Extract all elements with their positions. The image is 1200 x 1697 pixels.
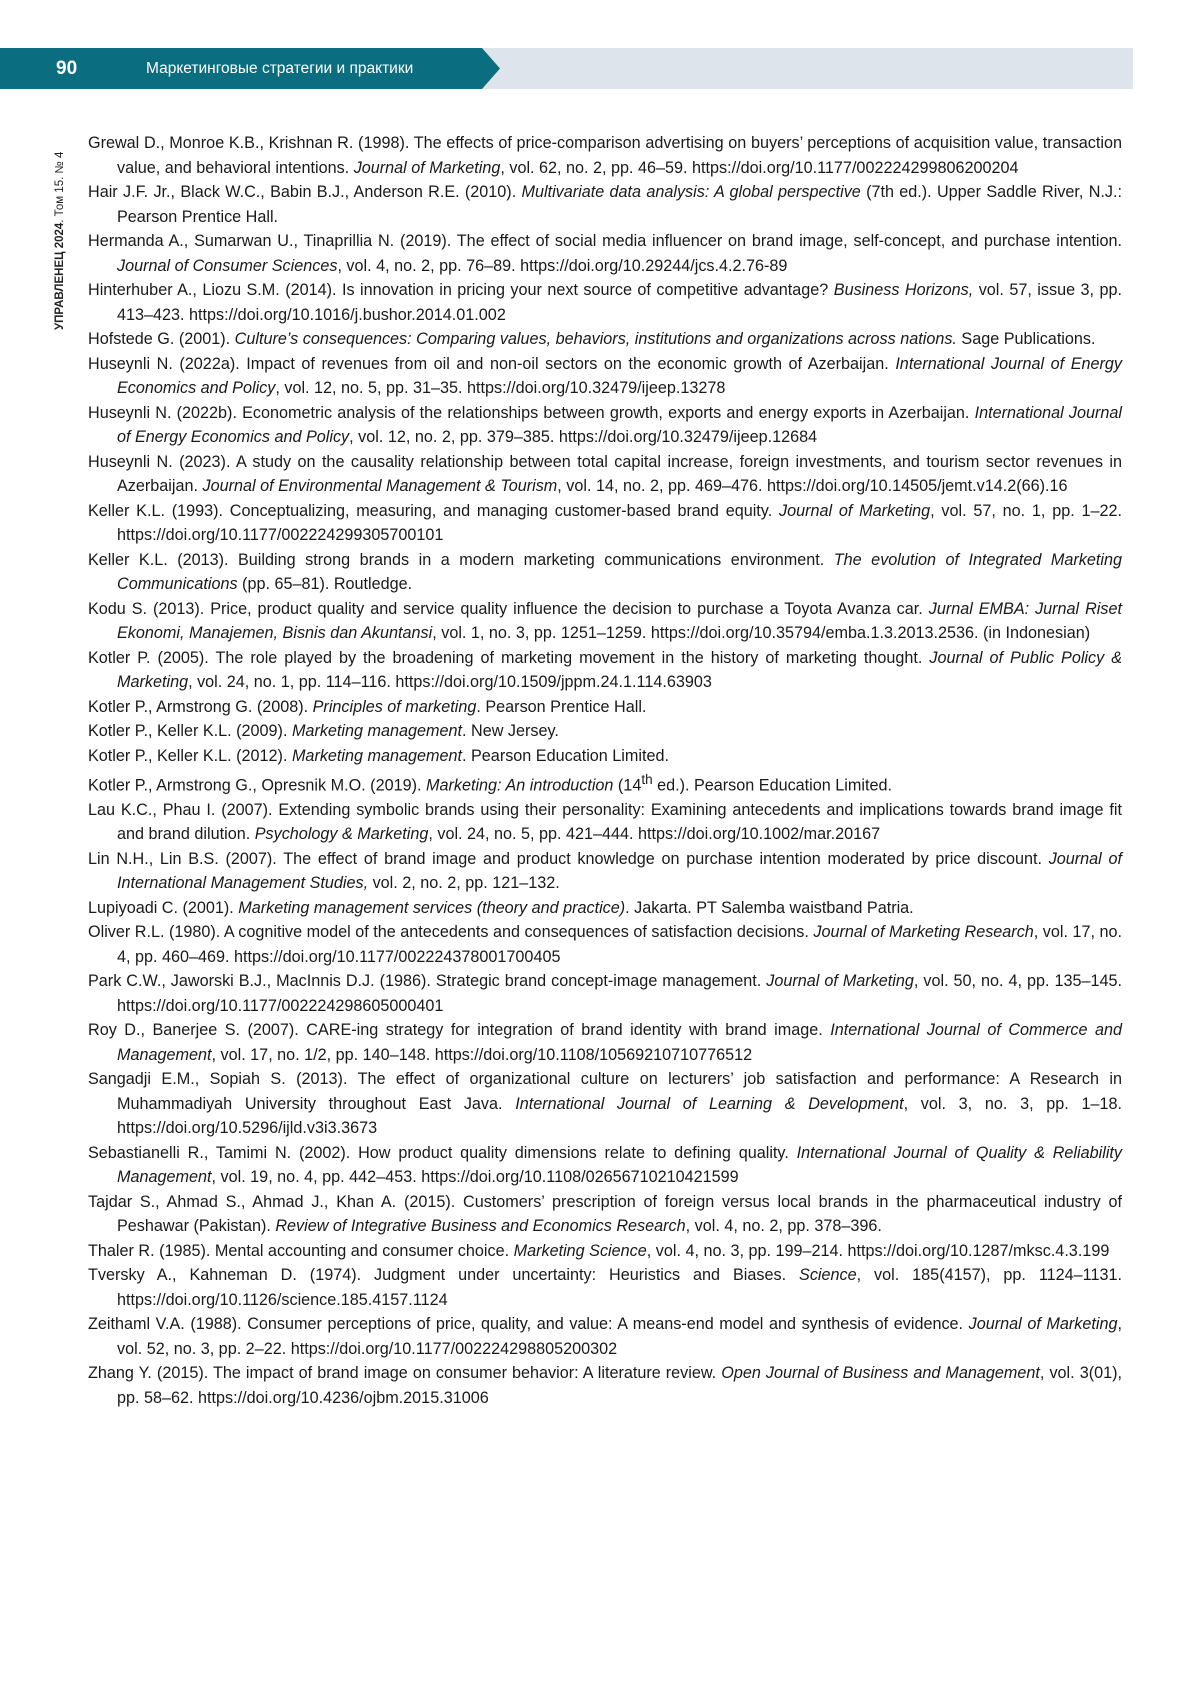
- reference-text: Roy D., Banerjee S. (2007). CARE-ing strategy for integration of brand identity with brand image.: [88, 1021, 830, 1039]
- reference-source-title: Open Journal of Business and Management: [721, 1364, 1040, 1382]
- reference-text: Keller K.L. (2013). Building strong brands in a modern marketing communications environment.: [88, 551, 834, 569]
- page-number: 90: [56, 48, 77, 89]
- reference-entry: [88, 719, 1122, 744]
- reference-text: Lupiyoadi C. (2001).: [88, 899, 238, 917]
- reference-entry: [88, 1312, 1122, 1361]
- reference-details: (14: [613, 776, 641, 794]
- reference-entry: [88, 920, 1122, 969]
- reference-details: , vol. 52, no. 3, pp. 2–22. https://doi.org/10.1177/002224298805200302: [117, 1315, 1122, 1358]
- reference-entry: [88, 597, 1122, 646]
- reference-details: , vol. 24, no. 1, pp. 114–116. https://doi.org/10.1509/jppm.24.1.114.63903: [188, 673, 712, 691]
- reference-details: , vol. 62, no. 2, pp. 46–59. https://doi.org/10.1177/002224299806200204: [500, 159, 1018, 177]
- reference-entry: [88, 401, 1122, 450]
- reference-text: Kotler P., Armstrong G. (2008).: [88, 698, 313, 716]
- reference-entry: [88, 896, 1122, 921]
- reference-source-title: Business Horizons,: [834, 281, 974, 299]
- reference-details: , vol. 4, no. 2, pp. 378–396.: [686, 1217, 882, 1235]
- reference-source-title: Journal of Marketing: [779, 502, 930, 520]
- issue-info: . Том 15. № 4: [54, 152, 66, 223]
- reference-entry: [88, 969, 1122, 1018]
- reference-entry: [88, 278, 1122, 327]
- reference-text: Hermanda A., Sumarwan U., Tinaprillia N. (2019). The effect of social media influencer on brand image, self-concept, and purchase intention.: [88, 232, 1122, 250]
- reference-source-title: Marketing management: [292, 722, 462, 740]
- reference-text: Keller K.L. (1993). Conceptualizing, measuring, and managing customer-based brand equity.: [88, 502, 779, 520]
- reference-text: Hofstede G. (2001).: [88, 330, 235, 348]
- reference-details: . Jakarta. PT Salemba waistband Patria.: [625, 899, 914, 917]
- reference-details: vol. 57, issue 3, pp. 413–423. https://doi.org/10.1016/j.bushor.2014.01.002: [117, 281, 1122, 324]
- reference-details: , vol. 24, no. 5, pp. 421–444. https://doi.org/10.1002/mar.20167: [428, 825, 880, 843]
- reference-entry: [88, 131, 1122, 180]
- reference-details: . Pearson Prentice Hall.: [476, 698, 646, 716]
- reference-entry: [88, 1141, 1122, 1190]
- reference-source-title: Multivariate data analysis: A global perspective: [522, 183, 861, 201]
- reference-source-title: International Journal of Energy Economics and Policy: [117, 404, 1122, 447]
- reference-text: Huseynli N. (2022b). Econometric analysis of the relationships between growth, exports and energy exports in Azerbaijan.: [88, 404, 975, 422]
- reference-text: Zhang Y. (2015). The impact of brand image on consumer behavior: A literature review.: [88, 1364, 721, 1382]
- reference-text: Lau K.C., Phau I. (2007). Extending symbolic brands using their personality: Examining antecedents and implications towards brand image fit and brand dilution.: [88, 801, 1122, 844]
- reference-text: Thaler R. (1985). Mental accounting and consumer choice.: [88, 1242, 514, 1260]
- reference-text: Huseynli N. (2023). A study on the causality relationship between total capital increase, foreign investments, and tourism sector revenues in Azerbaijan.: [88, 453, 1122, 496]
- reference-list: [88, 131, 1122, 1410]
- reference-text: Zeithaml V.A. (1988). Consumer perceptions of price, quality, and value: A means-end model and synthesis of evidence.: [88, 1315, 969, 1333]
- reference-details: , vol. 1, no. 3, pp. 1251–1259. https://doi.org/10.35794/emba.1.3.2013.2536. (in Indonesian): [432, 624, 1090, 642]
- reference-text: Hinterhuber A., Liozu S.M. (2014). Is innovation in pricing your next source of competitive advantage?: [88, 281, 834, 299]
- reference-entry: [88, 1067, 1122, 1141]
- reference-entry: [88, 1239, 1122, 1264]
- reference-entry: [88, 450, 1122, 499]
- reference-source-title: Science: [799, 1266, 857, 1284]
- reference-entry: [88, 499, 1122, 548]
- reference-text: Kotler P., Keller K.L. (2009).: [88, 722, 292, 740]
- reference-details: , vol. 50, no. 4, pp. 135–145. https://doi.org/10.1177/002224298605000401: [117, 972, 1122, 1015]
- reference-details: , vol. 185(4157), pp. 1124–1131. https://doi.org/10.1126/science.185.4157.1124: [117, 1266, 1122, 1309]
- reference-entry: [88, 646, 1122, 695]
- reference-superscript: th: [641, 772, 652, 787]
- reference-details: , vol. 3, no. 3, pp. 1–18. https://doi.org/10.5296/ijld.v3i3.3673: [117, 1095, 1122, 1138]
- reference-details: , vol. 3(01), pp. 58–62. https://doi.org/10.4236/ojbm.2015.31006: [117, 1364, 1122, 1407]
- reference-entry: [88, 229, 1122, 278]
- reference-source-title: Principles of marketing: [313, 698, 477, 716]
- reference-details: , vol. 57, no. 1, pp. 1–22. https://doi.org/10.1177/002224299305700101: [117, 502, 1122, 545]
- reference-source-title: Journal of Environmental Management & Tourism: [202, 477, 557, 495]
- reference-entry: [88, 768, 1122, 798]
- reference-source-title: Journal of Marketing: [969, 1315, 1118, 1333]
- reference-details: (pp. 65–81). Routledge.: [238, 575, 413, 593]
- reference-text: Kodu S. (2013). Price, product quality and service quality influence the decision to purchase a Toyota Avanza car.: [88, 600, 929, 618]
- reference-text: Sangadji E.M., Sopiah S. (2013). The effect of organizational culture on lecturers’ job satisfaction and performance: A Research in Muhammadiyah University throughout East Java.: [88, 1070, 1122, 1113]
- reference-source-title: Journal of Marketing: [766, 972, 914, 990]
- reference-details: (7th ed.). Upper Saddle River, N.J.: Pearson Prentice Hall.: [117, 183, 1122, 226]
- reference-source-title: Marketing: An introduction: [426, 776, 613, 794]
- reference-entry: [88, 744, 1122, 769]
- reference-text: Hair J.F. Jr., Black W.C., Babin B.J., Anderson R.E. (2010).: [88, 183, 522, 201]
- reference-source-title: Jurnal EMBA: Jurnal Riset Ekonomi, Manajemen, Bisnis dan Akuntansi: [117, 600, 1122, 643]
- reference-source-title: Journal of Marketing Research: [813, 923, 1033, 941]
- reference-details: , vol. 4, no. 2, pp. 76–89. https://doi.org/10.29244/jcs.4.2.76-89: [337, 257, 787, 275]
- reference-entry: [88, 1263, 1122, 1312]
- reference-text: Tajdar S., Ahmad S., Ahmad J., Khan A. (2015). Customers’ prescription of foreign versus local brands in the pharmaceutical industry of Peshawar (Pakistan).: [88, 1193, 1122, 1236]
- reference-source-title: Marketing management services (theory and practice): [238, 899, 625, 917]
- reference-details: . New Jersey.: [462, 722, 559, 740]
- reference-text: Sebastianelli R., Tamimi N. (2002). How product quality dimensions relate to defining quality.: [88, 1144, 797, 1162]
- reference-source-title: Culture’s consequences: Comparing values, behaviors, institutions and organizations across nations.: [235, 330, 957, 348]
- reference-source-title: International Journal of Commerce and Management: [117, 1021, 1122, 1064]
- journal-name: УПРАВЛЕНЕЦ 2024: [54, 223, 66, 330]
- reference-details: vol. 2, no. 2, pp. 121–132.: [368, 874, 560, 892]
- reference-details: Sage Publications.: [957, 330, 1096, 348]
- reference-source-title: Journal of Public Policy & Marketing: [117, 649, 1122, 692]
- reference-details: , vol. 17, no. 1/2, pp. 140–148. https://doi.org/10.1108/10569210710776512: [212, 1046, 753, 1064]
- reference-text: Kotler P. (2005). The role played by the broadening of marketing movement in the history of marketing thought.: [88, 649, 929, 667]
- reference-details-continued: ed.). Pearson Education Limited.: [653, 776, 892, 794]
- reference-text: Grewal D., Monroe K.B., Krishnan R. (1998). The effects of price-comparison advertising on buyers’ perceptions of acquisition value, transaction value, and behavioral intentions.: [88, 134, 1122, 177]
- reference-text: Oliver R.L. (1980). A cognitive model of the antecedents and consequences of satisfaction decisions.: [88, 923, 813, 941]
- reference-source-title: Psychology & Marketing: [255, 825, 429, 843]
- side-journal-label: [54, 152, 66, 330]
- reference-entry: [88, 1190, 1122, 1239]
- reference-entry: [88, 352, 1122, 401]
- reference-source-title: Marketing management: [292, 747, 462, 765]
- reference-source-title: Journal of Consumer Sciences: [117, 257, 337, 275]
- reference-source-title: International Journal of Learning & Development: [515, 1095, 903, 1113]
- reference-entry: [88, 180, 1122, 229]
- reference-details: , vol. 4, no. 3, pp. 199–214. https://doi.org/10.1287/mksc.4.3.199: [647, 1242, 1110, 1260]
- reference-text: Kotler P., Keller K.L. (2012).: [88, 747, 292, 765]
- reference-details: , vol. 19, no. 4, pp. 442–453. https://doi.org/10.1108/02656710210421599: [212, 1168, 739, 1186]
- reference-text: Huseynli N. (2022a). Impact of revenues from oil and non-oil sectors on the economic growth of Azerbaijan.: [88, 355, 895, 373]
- reference-source-title: Marketing Science: [514, 1242, 647, 1260]
- reference-entry: [88, 695, 1122, 720]
- reference-entry: [88, 327, 1122, 352]
- running-title: Маркетинговые стратегии и практики: [146, 48, 413, 89]
- reference-entry: [88, 798, 1122, 847]
- reference-details: , vol. 14, no. 2, pp. 469–476. https://doi.org/10.14505/jemt.v14.2(66).16: [557, 477, 1067, 495]
- reference-details: . Pearson Education Limited.: [462, 747, 669, 765]
- reference-source-title: International Journal of Quality & Reliability Management: [117, 1144, 1122, 1187]
- reference-entry: [88, 847, 1122, 896]
- reference-details: , vol. 12, no. 2, pp. 379–385. https://doi.org/10.32479/ijeep.12684: [349, 428, 817, 446]
- reference-entry: [88, 548, 1122, 597]
- reference-text: Kotler P., Armstrong G., Opresnik M.O. (2019).: [88, 776, 426, 794]
- reference-text: Tversky A., Kahneman D. (1974). Judgment under uncertainty: Heuristics and Biases.: [88, 1266, 799, 1284]
- reference-source-title: The evolution of Integrated Marketing Communications: [117, 551, 1122, 594]
- reference-source-title: Journal of International Management Studies,: [117, 850, 1122, 893]
- reference-details: , vol. 12, no. 5, pp. 31–35. https://doi.org/10.32479/ijeep.13278: [275, 379, 725, 397]
- reference-source-title: Journal of Marketing: [354, 159, 501, 177]
- reference-details: , vol. 17, no. 4, pp. 460–469. https://doi.org/10.1177/002224378001700405: [117, 923, 1122, 966]
- reference-entry: [88, 1018, 1122, 1067]
- reference-entry: [88, 1361, 1122, 1410]
- reference-text: Park C.W., Jaworski B.J., MacInnis D.J. (1986). Strategic brand concept-image management.: [88, 972, 766, 990]
- reference-text: Lin N.H., Lin B.S. (2007). The effect of brand image and product knowledge on purchase intention moderated by price discount.: [88, 850, 1049, 868]
- reference-source-title: International Journal of Energy Economics and Policy: [117, 355, 1122, 398]
- reference-source-title: Review of Integrative Business and Economics Research: [275, 1217, 685, 1235]
